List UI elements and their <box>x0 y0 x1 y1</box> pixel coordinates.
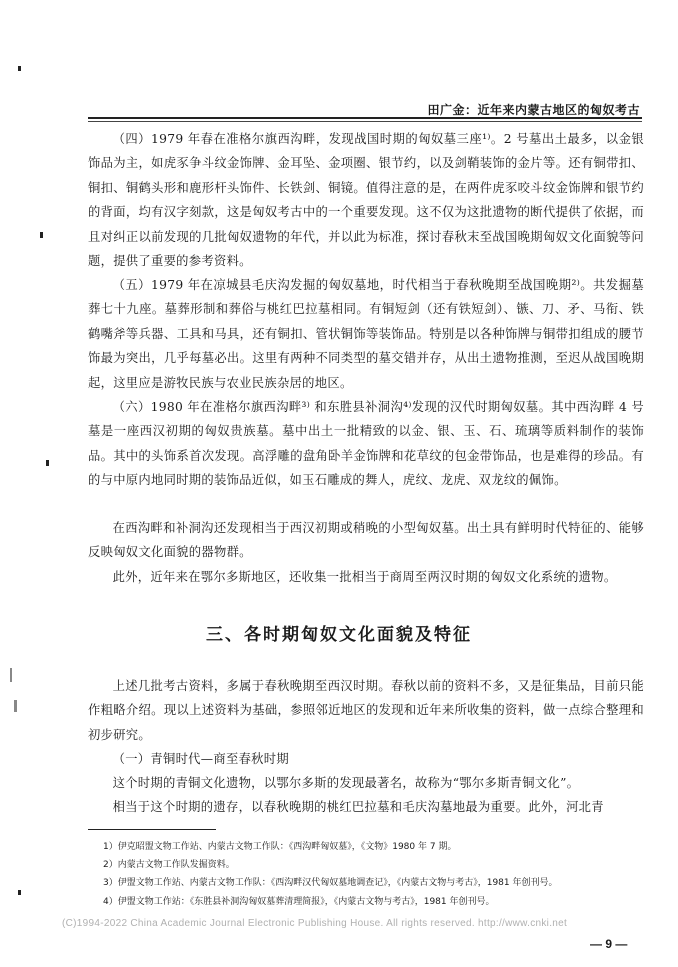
paragraph-ordos-collection: 此外，近年来在鄂尔多斯地区，还收集一批相当于商周至两汉时期的匈奴文化系统的遗物。 <box>112 570 617 584</box>
paragraph-five: （五）1979 年在凉城县毛庆沟发掘的匈奴墓地，时代相当于春秋晚期至战国晚期²⁾。共发掘墓葬七十九座。墓葬形制和葬俗与桃红巴拉墓相同。有铜短剑（还有铁短剑）、镞、刀、矛、马衔、铁鹤嘴斧等兵器、工具和马具，还有铜扣、管状铜饰等装饰品。特别是以各种饰牌与铜带扣组成的腰节饰最为突出，几乎每墓必出。这里有两种不同类型的墓交错并存，从出土遗物推测，至迟从战国晚期起，这里应是游牧民族与农业民族杂居的地区。 <box>88 278 644 390</box>
section-paragraph: 这个时期的青铜文化遗物，以鄂尔多斯的发现最著名，故称为“鄂尔多斯青铜文化”。 <box>112 776 580 790</box>
scan-mark <box>14 700 17 712</box>
footnote: 2）内蒙古文物工作队发掘资料。 <box>103 860 235 871</box>
footnotes <box>103 838 643 911</box>
copyright-watermark: (C)1994-2022 China Academic Journal Electronic Publishing House. All rights reserved. http://www.cnki.net <box>62 918 568 929</box>
header-rule <box>88 121 642 122</box>
scan-mark <box>18 66 21 71</box>
header-rule <box>88 117 642 119</box>
paragraph-small-tombs: 在西沟畔和补洞沟还发现相当于西汉初期或稍晚的小型匈奴墓。出土具有鲜明时代特征的、能够反映匈奴文化面貌的器物群。 <box>88 521 644 560</box>
section-title: 三、各时期匈奴文化面貌及特征 <box>206 625 472 645</box>
scan-mark <box>40 232 43 238</box>
footnote-rule <box>88 829 216 830</box>
paragraph-six: （六）1980 年在准格尔旗西沟畔³⁾ 和东胜县补洞沟⁴⁾发现的汉代时期匈奴墓。其中西沟畔 4 号墓是一座西汉初期的匈奴贵族墓。墓中出土一批精致的以金、银、玉、石、琉璃等质料制作的装饰品。其中的头饰系首次发现。高浮雕的盘角卧羊金饰牌和花草纹的包金带饰品，也是难得的珍品。有的与中原内地同时期的装饰品近似，如玉石雕成的舞人，虎纹、龙虎、双龙纹的佩饰。 <box>88 400 644 488</box>
subsection-heading: （一）青铜时代—商至春秋时期 <box>112 752 289 766</box>
section-intro: 上述几批考古资料，多属于春秋晚期至西汉时期。春秋以前的资料不多，又是征集品，目前只能作粗略介绍。现以上述资料为基础，参照邻近地区的发现和近年来所收集的资料，做一点综合整理和初步研究。 <box>88 679 644 742</box>
scan-mark <box>46 460 49 466</box>
paragraph-four: （四）1979 年春在准格尔旗西沟畔，发现战国时期的匈奴墓三座¹⁾。2 号墓出土最多，以金银饰品为主，如虎豕争斗纹金饰牌、金耳坠、金项圈、银节约，以及剑鞘装饰的金片等。还有铜带扣、铜扣、铜鹤头形和鹿形杆头饰件、长铁剑、铜镜。值得注意的是，在两件虎豕咬斗纹金饰牌和银节约的背面，均有汉字刻款，这是匈奴考古中的一个重要发现。这不仅为这批遗物的断代提供了依据，而且对纠正以前发现的几批匈奴遗物的年代，并以此为标准，探讨春秋末至战国晚期匈奴文化面貌等问题，提供了重要的参考资料。 <box>88 132 644 269</box>
footnote: 3）伊盟文物工作站、内蒙古文物工作队：《西沟畔汉代匈奴墓地调查记》，《内蒙古文物与考古》，1981 年创刊号。 <box>103 878 558 889</box>
scan-mark <box>10 668 12 682</box>
scan-mark <box>18 890 21 895</box>
footnote: 1）伊克昭盟文物工作站、内蒙古文物工作队：《西沟畔匈奴墓》，《文物》1980 年 7 期。 <box>103 842 457 852</box>
footnote: 4）伊盟文物工作站：《东胜县补洞沟匈奴墓葬清理简报》，《内蒙古文物与考古》，1981 年创刊号。 <box>103 896 495 907</box>
running-header: 田广金：近年来内蒙古地区的匈奴考古 <box>427 103 640 117</box>
page-number: — 9 — <box>590 937 628 951</box>
section-paragraph: 相当于这个时期的遗存，以春秋晚期的桃红巴拉墓和毛庆沟墓地最为重要。此外，河北青 <box>112 800 604 814</box>
